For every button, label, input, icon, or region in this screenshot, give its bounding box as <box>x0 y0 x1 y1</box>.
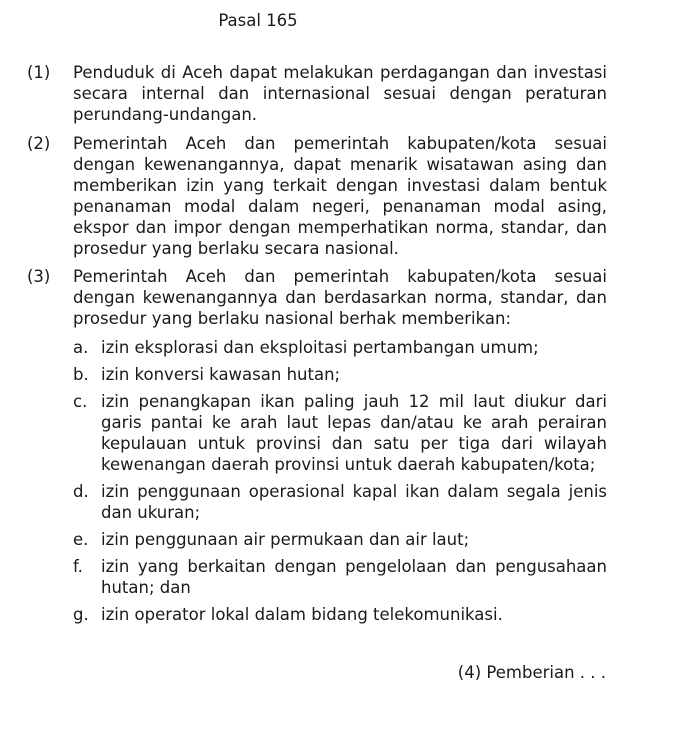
list-item-text: izin penangkapan ikan paling jauh 12 mil laut diukur dari garis pantai ke arah laut lepas dan/atau ke arah perairan kepulauan untuk provinsi dan satu per tiga dari wilayah kewenangan daerah provinsi untuk daerah kabupaten/kota; <box>101 392 607 474</box>
list-item-text: izin yang berkaitan dengan pengelolaan dan pengusahaan hutan; dan <box>101 557 607 597</box>
list-item-letter: e. <box>73 530 89 549</box>
clause-text: Pemerintah Aceh dan pemerintah kabupaten/kota sesuai dengan kewenangannya dan berdasarkan norma, standar, dan prosedur yang berlaku nasional berhak memberikan: <box>73 267 607 328</box>
list-item-text: izin penggunaan operasional kapal ikan dalam segala jenis dan ukuran; <box>101 482 607 522</box>
list-item <box>73 364 607 385</box>
list-item-text: izin penggunaan air permukaan dan air laut; <box>101 530 470 549</box>
clause-number: (1) <box>27 63 51 82</box>
list-item-letter: c. <box>73 392 88 411</box>
clause-2 <box>27 133 607 259</box>
clause-3 <box>27 266 607 329</box>
list-item-letter: d. <box>73 482 89 501</box>
list-item <box>73 337 607 358</box>
list-item-text: izin operator lokal dalam bidang telekomunikasi. <box>101 605 503 624</box>
list-item <box>73 604 607 625</box>
clause-text: Pemerintah Aceh dan pemerintah kabupaten/kota sesuai dengan kewenangannya, dapat menarik wisatawan asing dan memberikan izin yang terkait dengan investasi dalam bentuk penanaman modal dalam negeri, penanaman modal asing, ekspor dan impor dengan memperhatikan norma, standar, dan prosedur yang berlaku secara nasional. <box>73 134 607 258</box>
list-item <box>73 556 607 598</box>
list-item-text: izin eksplorasi dan eksploitasi pertambangan umum; <box>101 338 539 357</box>
list-item-text: izin konversi kawasan hutan; <box>101 365 341 384</box>
clause-number: (2) <box>27 134 51 153</box>
clause-text: Penduduk di Aceh dapat melakukan perdagangan dan investasi secara internal dan internasional sesuai dengan peraturan perundang-undangan. <box>73 63 607 124</box>
continuation-marker: (4) Pemberian . . . <box>457 663 606 682</box>
list-item <box>73 529 607 550</box>
list-item <box>73 481 607 523</box>
list-item-letter: f. <box>73 557 83 576</box>
list-item-letter: b. <box>73 365 89 384</box>
clause-1 <box>27 62 607 125</box>
clause-3-list <box>27 337 607 625</box>
list-item-letter: g. <box>73 605 89 624</box>
list-item <box>73 391 607 475</box>
list-item-letter: a. <box>73 338 89 357</box>
clause-number: (3) <box>27 267 51 286</box>
article-title: Pasal 165 <box>218 11 298 30</box>
